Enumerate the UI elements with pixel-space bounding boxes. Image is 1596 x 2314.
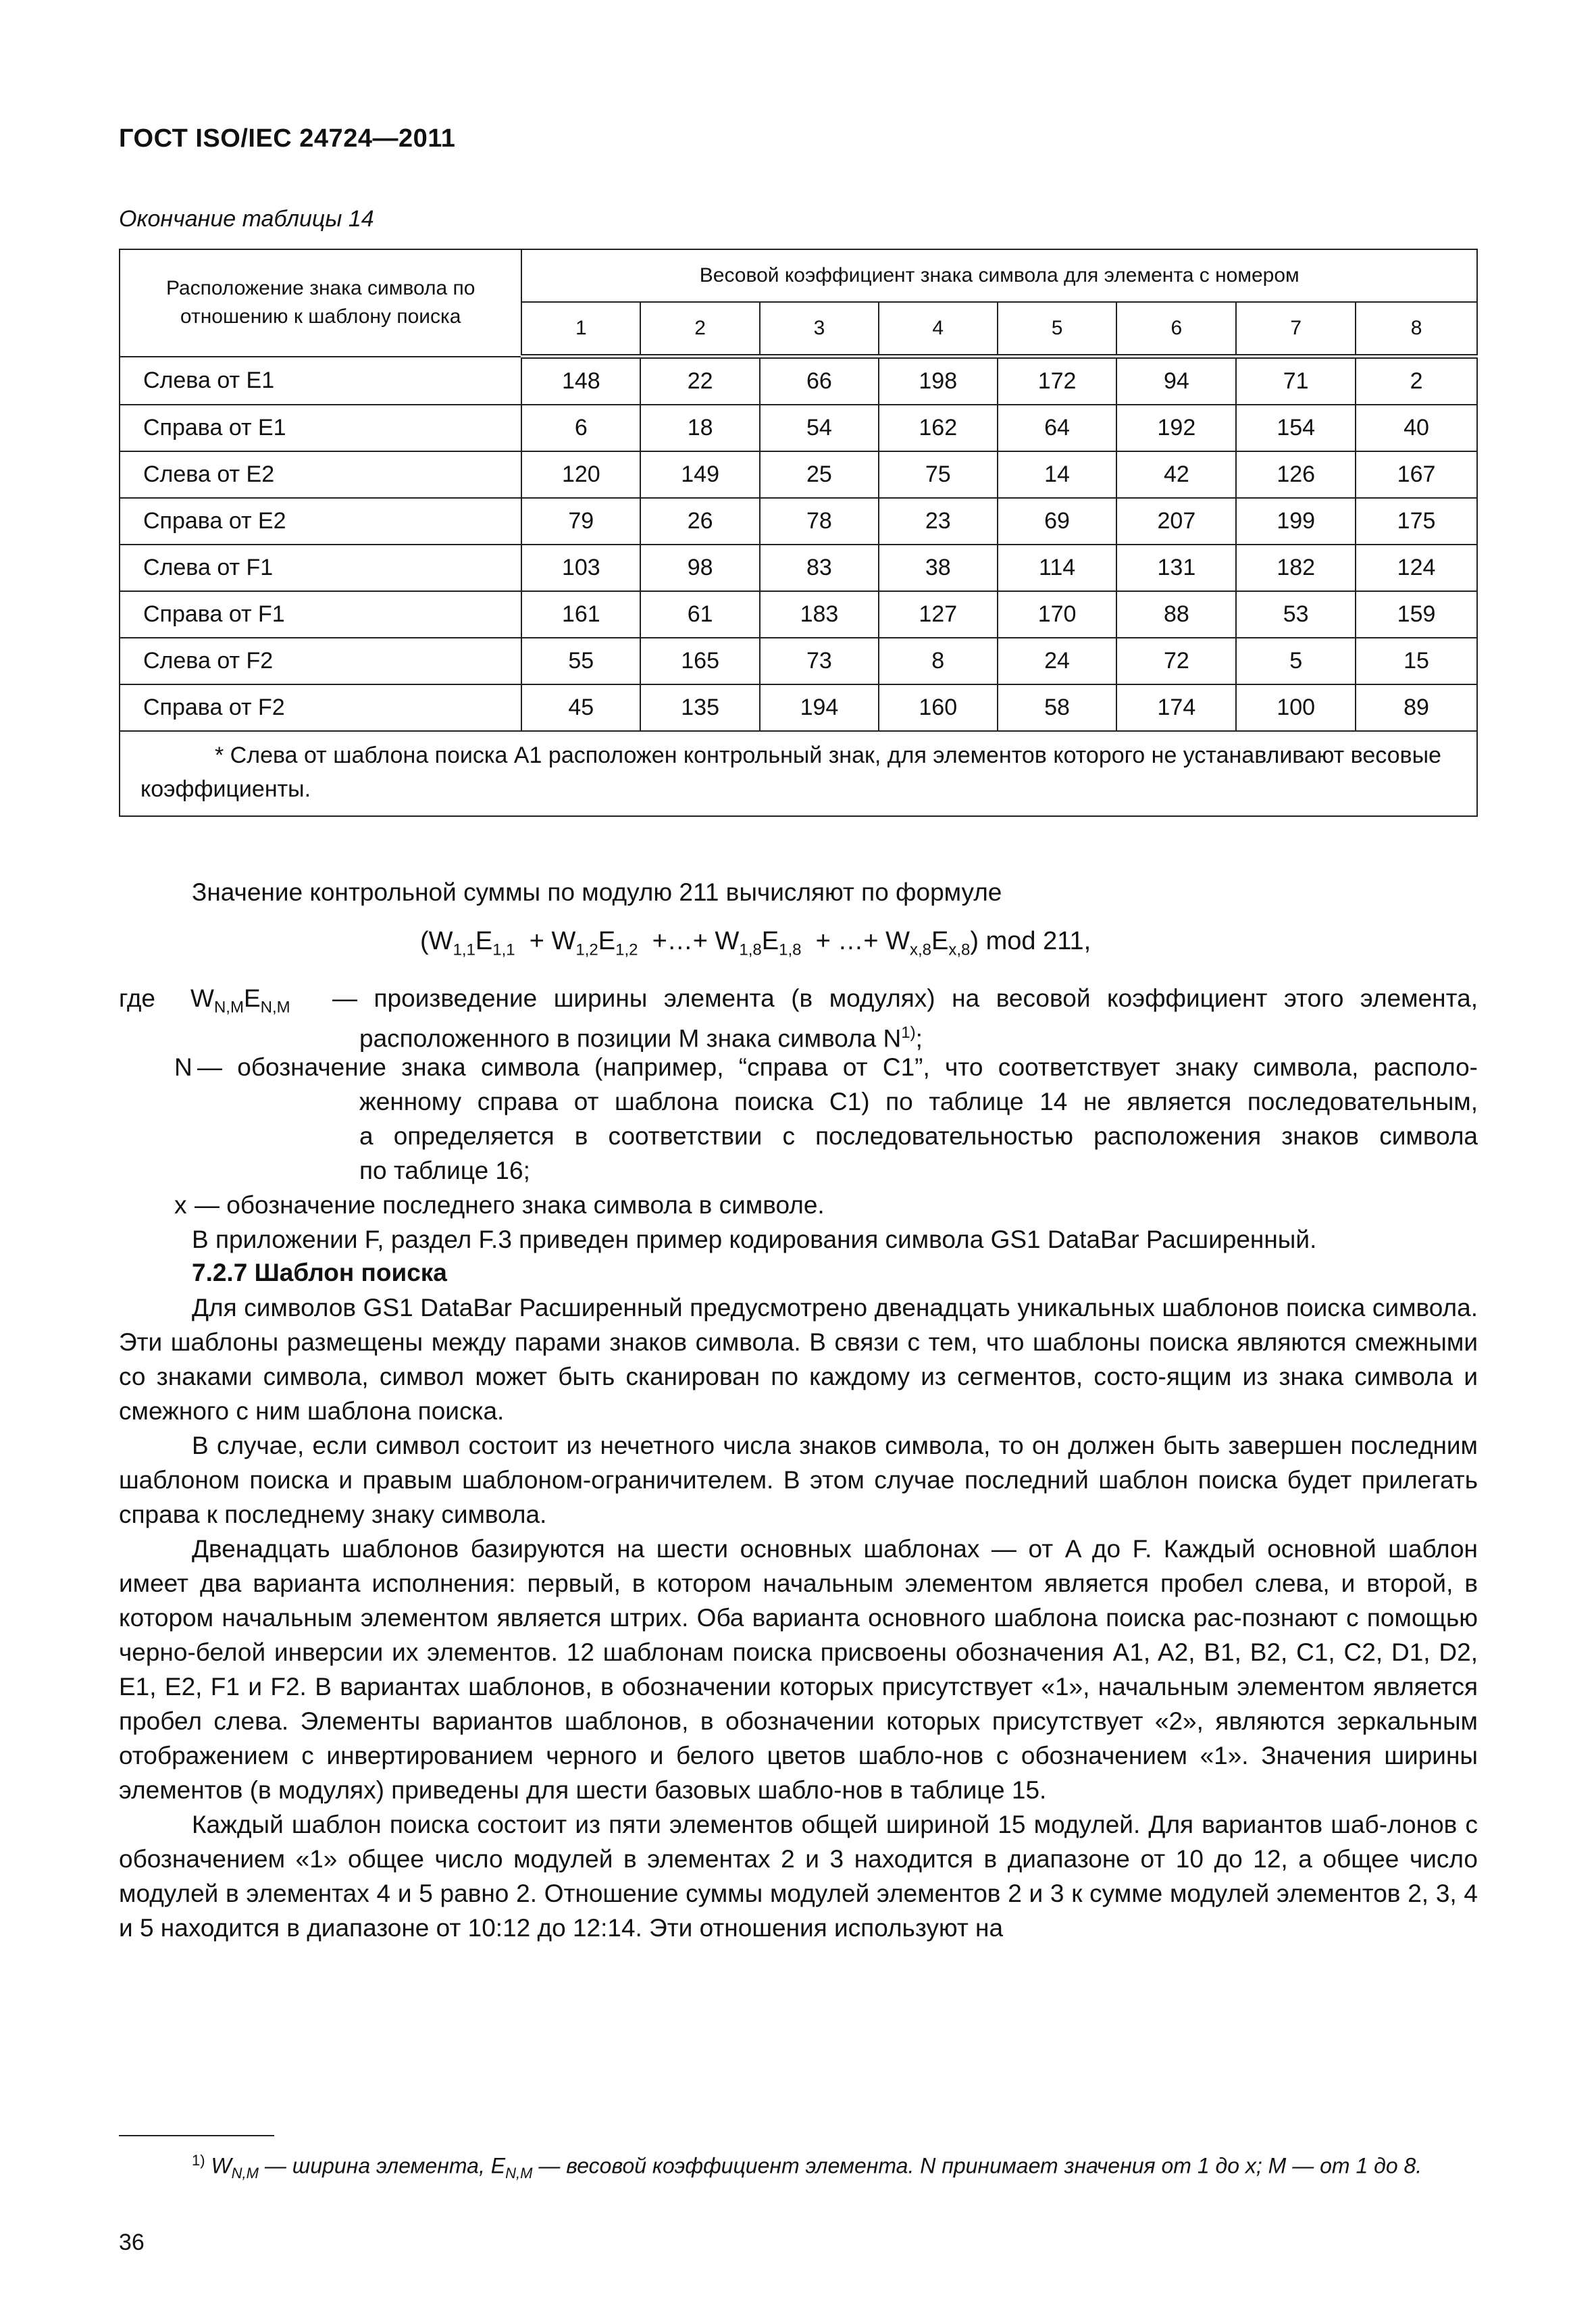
- table-cell: 55: [521, 638, 640, 684]
- table-cell: 159: [1356, 591, 1477, 638]
- table-cell: 15: [1356, 638, 1477, 684]
- table-cell: 124: [1356, 545, 1477, 591]
- page-number: 36: [119, 2230, 145, 2255]
- column-header-group: Весовой коэффициент знака символа для элемента с номером: [521, 249, 1477, 302]
- table-cell: 26: [640, 498, 760, 545]
- table-cell: 167: [1356, 451, 1477, 498]
- annex-reference: В приложении F, раздел F.3 приведен пример кодирования символа GS1 DataBar Расширенный.: [192, 1226, 1317, 1253]
- column-number: 8: [1356, 302, 1477, 357]
- column-number: 3: [760, 302, 879, 357]
- document-code-header: ГОСТ ISO/IEC 24724—2011: [119, 124, 456, 153]
- row-label: Слева от E2: [120, 451, 521, 498]
- table-cell: 207: [1116, 498, 1236, 545]
- note-text: * Слева от шаблона поиска A1 расположен контрольный знак, для элементов которого не устанавливают весовые коэффициенты.: [140, 743, 1441, 802]
- table-cell: 94: [1116, 357, 1236, 405]
- table-row: [120, 357, 1477, 405]
- term-n: N: [174, 1053, 192, 1081]
- formula-intro: Значение контрольной суммы по модулю 211 вычисляют по формуле: [192, 878, 1002, 906]
- table-cell: 165: [640, 638, 760, 684]
- term-wnm-desc-1: — произведение ширины элемента (в модулях) на весовой коэффициент этого элемента,: [332, 984, 1478, 1012]
- table-caption: Окончание таблицы 14: [119, 206, 374, 232]
- table-cell: 5: [1236, 638, 1356, 684]
- table-cell: 183: [760, 591, 879, 638]
- term-n-desc-3: а определяется в соответствии с последовательностью расположения знаков символа: [359, 1122, 1478, 1150]
- column-number: 2: [640, 302, 760, 357]
- table-cell: 73: [760, 638, 879, 684]
- table-cell: 6: [521, 405, 640, 451]
- where-label: где: [119, 984, 156, 1012]
- table-cell: 172: [998, 357, 1117, 405]
- table-row: [120, 498, 1477, 545]
- table-cell: 54: [760, 405, 879, 451]
- table-cell: 103: [521, 545, 640, 591]
- term-x: x: [174, 1191, 187, 1219]
- table-cell: 170: [998, 591, 1117, 638]
- row-label: Слева от F2: [120, 638, 521, 684]
- table-row: [120, 638, 1477, 684]
- table-cell: 174: [1116, 684, 1236, 731]
- table-cell: 64: [998, 405, 1117, 451]
- table-row: [120, 405, 1477, 451]
- table-cell: 8: [879, 638, 998, 684]
- table-cell: 69: [998, 498, 1117, 545]
- table-row: [120, 591, 1477, 638]
- table-cell: 78: [760, 498, 879, 545]
- table-cell: 88: [1116, 591, 1236, 638]
- row-label: Справа от E1: [120, 405, 521, 451]
- table-cell: 45: [521, 684, 640, 731]
- table-row: [120, 451, 1477, 498]
- column-number: 5: [998, 302, 1117, 357]
- weights-table: [119, 249, 1478, 817]
- column-number: 4: [879, 302, 998, 357]
- table-note: [120, 731, 1477, 816]
- table-note-row: [120, 731, 1477, 816]
- term-n-desc-1: — обозначение знака символа (например, “справа от C1”, что соответствует знаку символа, располо-: [197, 1053, 1478, 1081]
- row-label: Слева от F1: [120, 545, 521, 591]
- body-text: [119, 1290, 1478, 1945]
- term-wnm: $W_{N,M}E_{N,M}$: [190, 984, 290, 1017]
- formula-mod: ) mod 211,: [970, 927, 1091, 955]
- table-cell: 160: [879, 684, 998, 731]
- paragraph-4: Каждый шаблон поиска состоит из пяти элементов общей шириной 15 модулей. Для вариантов шаб-лонов с обозначением «1» общее число модулей в элементах 2 и 3 находится в диапазоне от 10 до 12, а общее число модулей в элементах 4 и 5 равно 2. Отношение суммы модулей элементов 2 и 3 к сумме модулей элементов 2, 3, 4 и 5 находится в диапазоне от 10:12 до 12:14. Эти отношения используют на: [119, 1811, 1478, 1942]
- checksum-formula: ($W_{1,1}E_{1,1} + W_{1,2}E_{1,2}$ +…+ $W_{1,8}E_{1,8}$ + …+ $W_{x,8}E_{x,8}$) mod 211,: [420, 927, 1091, 959]
- footnote: $^{1)}$ $W_{N,M}$ — ширина элемента, $E_{N,M}$ — весовой коэффициент элемента. N принимает значения от 1 до x; M — от 1 до 8.: [192, 2152, 1422, 2182]
- column-number: 1: [521, 302, 640, 357]
- table-cell: 25: [760, 451, 879, 498]
- table-cell: 79: [521, 498, 640, 545]
- table-cell: 71: [1236, 357, 1356, 405]
- table-cell: 194: [760, 684, 879, 731]
- table-cell: 24: [998, 638, 1117, 684]
- table-row: [120, 684, 1477, 731]
- table-cell: 127: [879, 591, 998, 638]
- table-cell: 182: [1236, 545, 1356, 591]
- column-number: 7: [1236, 302, 1356, 357]
- table-cell: 23: [879, 498, 998, 545]
- table-cell: 149: [640, 451, 760, 498]
- row-label: Справа от F1: [120, 591, 521, 638]
- table-cell: 98: [640, 545, 760, 591]
- table-cell: 89: [1356, 684, 1477, 731]
- column-number: 6: [1116, 302, 1236, 357]
- table-cell: 154: [1236, 405, 1356, 451]
- column-header-position: Расположение знака символа по отношению к шаблону поиска: [120, 249, 521, 357]
- row-label: Справа от E2: [120, 498, 521, 545]
- table-cell: 100: [1236, 684, 1356, 731]
- table-cell: 126: [1236, 451, 1356, 498]
- table-cell: 135: [640, 684, 760, 731]
- table-cell: 61: [640, 591, 760, 638]
- term-wnm-desc-2: расположенного в позиции M знака символа $N^{1)}$;: [359, 1024, 923, 1053]
- footnote-divider: [119, 2135, 274, 2136]
- row-label: Справа от F2: [120, 684, 521, 731]
- table-cell: 75: [879, 451, 998, 498]
- table-cell: 22: [640, 357, 760, 405]
- table-cell: 148: [521, 357, 640, 405]
- table-cell: 38: [879, 545, 998, 591]
- paragraph-2: В случае, если символ состоит из нечетного числа знаков символа, то он должен быть завершен последним шаблоном поиска и правым шаблоном-ограничителем. В этом случае последний шаблон поиска будет прилегать справа к последнему знаку символа.: [119, 1432, 1478, 1528]
- table-cell: 40: [1356, 405, 1477, 451]
- paragraph-1: Для символов GS1 DataBar Расширенный предусмотрено двенадцать уникальных шаблонов поиска символа. Эти шаблоны размещены между парами знаков символа. В связи с тем, что шаблоны поиска являются смежными со знаками символа, символ может быть сканирован по каждому из сегментов, состо-ящим из знака символа и смежного с ним шаблона поиска.: [119, 1294, 1478, 1425]
- table-cell: 42: [1116, 451, 1236, 498]
- paragraph-3: Двенадцать шаблонов базируются на шести основных шаблонах — от A до F. Каждый основной шаблон имеет два варианта исполнения: первый, в котором начальным элементом является пробел слева, и второй, в котором начальным элементом является штрих. Оба варианта основного шаблона поиска рас-познают с помощью черно-белой инверсии их элементов. 12 шаблонам поиска присвоены обозначения A1, A2, B1, B2, C1, C2, D1, D2, E1, E2, F1 и F2. В вариантах шаблонов, в обозначении которых присутствует «1», начальным элементом является пробел слева. Элементы вариантов шаблонов, в обозначении которых присутствует «2», являются зеркальным отображением с инвертированием черного и белого цветов шабло-нов с обозначением «1». Значения ширины элементов (в модулях) приведены для шести базовых шабло-нов в таблице 15.: [119, 1535, 1478, 1804]
- table-cell: 131: [1116, 545, 1236, 591]
- term-n-desc-2: женному справа от шаблона поиска C1) по таблице 14 не является последовательным,: [359, 1088, 1478, 1115]
- table-cell: 192: [1116, 405, 1236, 451]
- section-title: 7.2.7 Шаблон поиска: [192, 1259, 447, 1286]
- term-n-desc-4: по таблице 16;: [359, 1157, 530, 1184]
- table-cell: 14: [998, 451, 1117, 498]
- table-cell: 72: [1116, 638, 1236, 684]
- table-cell: 198: [879, 357, 998, 405]
- table-cell: 53: [1236, 591, 1356, 638]
- row-label: Слева от E1: [120, 357, 521, 405]
- table-cell: 114: [998, 545, 1117, 591]
- term-x-desc: — обозначение последнего знака символа в символе.: [195, 1191, 825, 1219]
- table-cell: 175: [1356, 498, 1477, 545]
- table-cell: 162: [879, 405, 998, 451]
- table-cell: 58: [998, 684, 1117, 731]
- table-cell: 120: [521, 451, 640, 498]
- table-cell: 18: [640, 405, 760, 451]
- table-cell: 199: [1236, 498, 1356, 545]
- table-cell: 2: [1356, 357, 1477, 405]
- table-cell: 66: [760, 357, 879, 405]
- table-cell: 161: [521, 591, 640, 638]
- table-cell: 83: [760, 545, 879, 591]
- table-row: [120, 545, 1477, 591]
